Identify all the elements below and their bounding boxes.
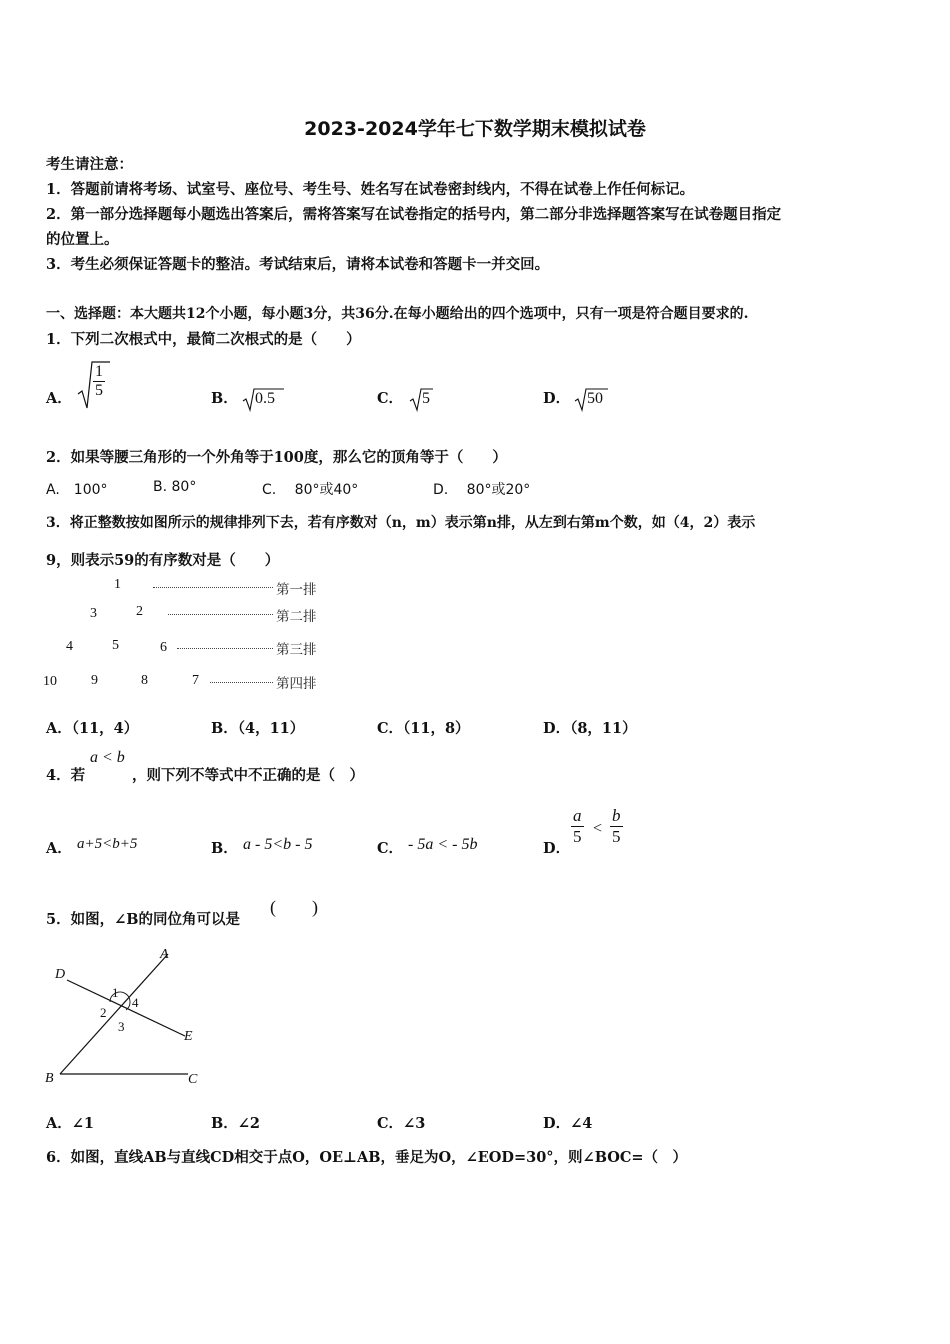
- q5-answer-paren: ( ): [270, 897, 318, 917]
- q3-option-d: D．（8，11）: [543, 720, 637, 737]
- q1-option-b-radical: [242, 385, 287, 413]
- notice-item-3: 3．考生必须保证答题卡的整洁。考试结束后，请将本试卷和答题卡一并交回。: [46, 256, 550, 273]
- q1-option-c-label: C．: [377, 390, 404, 407]
- q3-number-triangle-figure: [40, 572, 340, 697]
- figure-number: 2: [136, 604, 143, 619]
- point-label-C: C: [188, 1072, 198, 1087]
- q5-stem: 5．如图，∠B的同位角可以是: [46, 911, 240, 928]
- fraction-numerator: b: [612, 806, 621, 825]
- angle-label-4: 4: [132, 995, 139, 1010]
- q1-option-a-label: A．: [46, 390, 72, 407]
- row-label-2: 第二排: [276, 609, 317, 625]
- q1-c-radicand: 5: [422, 390, 430, 407]
- figure-number: 1: [114, 577, 121, 592]
- fraction-denominator: 5: [612, 827, 621, 846]
- less-than-sign: <: [593, 820, 603, 837]
- q4-option-a-label: A．: [46, 840, 72, 857]
- q4-option-b-label: B．: [211, 840, 238, 857]
- q1-stem: 1．下列二次根式中，最简二次根式的是（ ）: [46, 331, 361, 348]
- page-title: 2023-2024学年七下数学期末模拟试卷: [304, 118, 646, 140]
- q4-stem-pre: 4．若: [46, 767, 86, 784]
- row-label-3: 第三排: [276, 642, 317, 658]
- angle-label-3: 3: [118, 1019, 125, 1034]
- q1-a-denominator: 5: [95, 382, 103, 399]
- figure-number: 3: [90, 606, 97, 621]
- fraction-numerator: a: [573, 806, 582, 825]
- q2-stem: 2．如果等腰三角形的一个外角等于100度，那么它的顶角等于（ ）: [46, 449, 507, 466]
- q4-option-a-expr: a+5<b+5: [77, 836, 138, 852]
- q1-option-d-radical: [574, 385, 614, 413]
- q3-stem-line2: 9，则表示59的有序数对是（ ）: [46, 552, 280, 569]
- point-label-D: D: [55, 967, 66, 982]
- q5-option-b: B．∠2: [211, 1115, 260, 1132]
- notice-heading: 考生请注意：: [46, 156, 133, 173]
- q2-option-a: A. 100°: [46, 482, 108, 498]
- dotted-leader: [153, 587, 273, 588]
- notice-item-2: 2．第一部分选择题每小题选出答案后，需将答案写在试卷指定的括号内，第二部分非选择题答案写在试卷题目指定: [46, 206, 782, 223]
- q5-option-a: A．∠1: [46, 1115, 94, 1132]
- q5-option-d: D．∠4: [543, 1115, 593, 1132]
- row-label-1: 第一排: [276, 582, 317, 598]
- q4-option-c-expr: - 5a < - 5b: [408, 836, 478, 853]
- figure-number: 10: [43, 674, 57, 689]
- q1-option-c-radical: [409, 385, 439, 413]
- q2-option-b: B. 80°: [153, 479, 197, 495]
- q1-option-a-radical: [76, 358, 116, 413]
- notice-item-1: 1．答题前请将考场、试室号、座位号、考生号、姓名写在试卷密封线内，不得在试卷上作任何标记。: [46, 181, 695, 198]
- fraction-denominator: 5: [573, 827, 582, 846]
- q4-option-b-expr: a - 5<b - 5: [243, 836, 313, 853]
- q1-d-radicand: 50: [587, 390, 603, 407]
- figure-number: 6: [160, 640, 167, 655]
- q4-option-d-expr: [571, 806, 631, 858]
- figure-number: 9: [91, 673, 98, 688]
- angle-label-2: 2: [100, 1005, 107, 1020]
- q5-option-c: C．∠3: [377, 1115, 426, 1132]
- point-label-E: E: [184, 1029, 193, 1044]
- q4-option-c-label: C．: [377, 840, 404, 857]
- q3-option-a: A．（11，4）: [46, 720, 139, 737]
- figure-number: 5: [112, 638, 119, 653]
- point-label-A: A: [160, 947, 169, 962]
- q1-a-numerator: 1: [95, 363, 103, 380]
- dotted-leader: [177, 648, 273, 649]
- q4-condition: a < b: [90, 749, 125, 766]
- section-heading: 一、选择题：本大题共12个小题，每小题3分，共36分.在每小题给出的四个选项中，只有一项是符合题目要求的.: [46, 306, 749, 322]
- q1-b-radicand: 0.5: [255, 390, 275, 407]
- notice-item-2-cont: 的位置上。: [46, 231, 119, 248]
- q4-option-d-label: D．: [543, 840, 571, 857]
- figure-number: 7: [192, 673, 199, 688]
- row-label-4: 第四排: [276, 676, 317, 692]
- q1-option-d-label: D．: [543, 390, 571, 407]
- q2-option-c: C. 80°或40°: [262, 482, 359, 498]
- q3-stem-line1: 3．将正整数按如图所示的规律排列下去，若有序数对（n，m）表示第n排，从左到右第m个数，如（4，2）表示: [46, 515, 756, 531]
- dotted-leader: [168, 614, 273, 615]
- q2-option-d: D. 80°或20°: [433, 482, 531, 498]
- q3-option-c: C．（11，8）: [377, 720, 470, 737]
- q6-stem: 6．如图，直线AB与直线CD相交于点O，OE⊥AB，垂足为O，∠EOD=30°，则∠BOC=（ ）: [46, 1149, 688, 1166]
- angle-label-1: 1: [112, 985, 119, 1000]
- figure-number: 8: [141, 673, 148, 688]
- q4-stem-post: ，则下列不等式中不正确的是（ ）: [132, 767, 364, 784]
- point-label-B: B: [45, 1071, 54, 1086]
- figure-number: 4: [66, 639, 73, 654]
- q1-option-b-label: B．: [211, 390, 238, 407]
- q5-geometry-figure: [40, 944, 215, 1094]
- q3-option-b: B．（4，11）: [211, 720, 305, 737]
- dotted-leader: [210, 682, 273, 683]
